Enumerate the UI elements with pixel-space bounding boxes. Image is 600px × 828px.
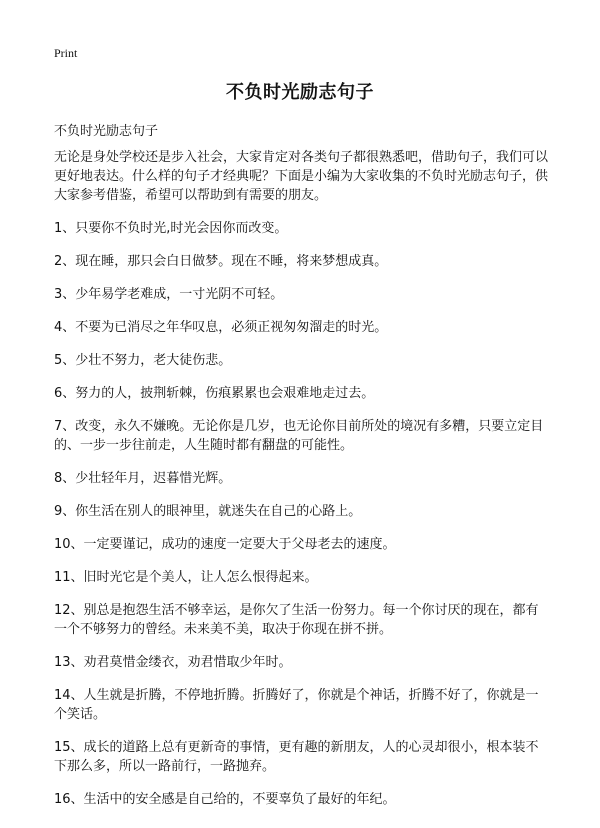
list-item: 14、人生就是折腾，不停地折腾。折腾好了，你就是个神话，折腾不好了，你就是一个笑话。 xyxy=(54,688,539,722)
list-item: 15、成长的道路上总有更新奇的事情，更有趣的新朋友，人的心灵却很小，根本装不下那么多，所以一路前行，一路抛弃。 xyxy=(54,740,539,774)
list-item: 7、改变，永久不嫌晚。无论你是几岁，也无论你目前所处的境况有多糟，只要立定目的、一步一步往前走，人生随时都有翻盘的可能性。 xyxy=(54,419,544,453)
intro-paragraph: 无论是身处学校还是步入社会，大家肯定对各类句子都很熟悉吧，借助句子，我们可以更好地表达。什么样的句子才经典呢？下面是小编为大家收集的不负时光励志句子，供大家参考借鉴，希望可以帮助到有需要的朋友。 xyxy=(54,150,549,203)
article-body xyxy=(54,148,549,823)
list-item: 1、只要你不负时光,时光会因你而改变。 xyxy=(54,221,288,236)
list-item: 12、别总是抱怨生活不够幸运，是你欠了生活一份努力。每一个你讨厌的现在，都有一个不够努力的曾经。未来美不美，取决于你现在拼不拼。 xyxy=(54,603,539,637)
list-item: 3、少年易学老难成，一寸光阴不可轻。 xyxy=(54,287,284,302)
list-item: 13、劝君莫惜金缕衣，劝君惜取少年时。 xyxy=(54,655,292,670)
article-subtitle: 不负时光励志句子 xyxy=(54,124,159,139)
list-item: 4、不要为已消尽之年华叹息，必须正视匆匆溜走的时光。 xyxy=(54,320,388,335)
list-item: 11、旧时光它是个美人，让人怎么恨得起来。 xyxy=(54,570,318,585)
list-item: 9、你生活在别人的眼神里，就迷失在自己的心路上。 xyxy=(54,504,362,519)
page-title: 不负时光励志句子 xyxy=(226,82,374,103)
list-item: 8、少壮轻年月，迟暮惜光辉。 xyxy=(54,471,232,486)
list-item: 16、生活中的安全感是自己给的，不要辜负了最好的年纪。 xyxy=(54,792,396,807)
list-item: 2、现在睡，那只会白日做梦。现在不睡，将来梦想成真。 xyxy=(54,254,388,269)
list-item: 5、少壮不努力，老大徒伤悲。 xyxy=(54,353,232,368)
list-item: 6、努力的人，披荆斩棘，伤痕累累也会艰难地走过去。 xyxy=(54,386,375,401)
print-link[interactable]: Print xyxy=(54,46,78,60)
list-item: 10、一定要谨记，成功的速度一定要大于父母老去的速度。 xyxy=(54,537,396,552)
